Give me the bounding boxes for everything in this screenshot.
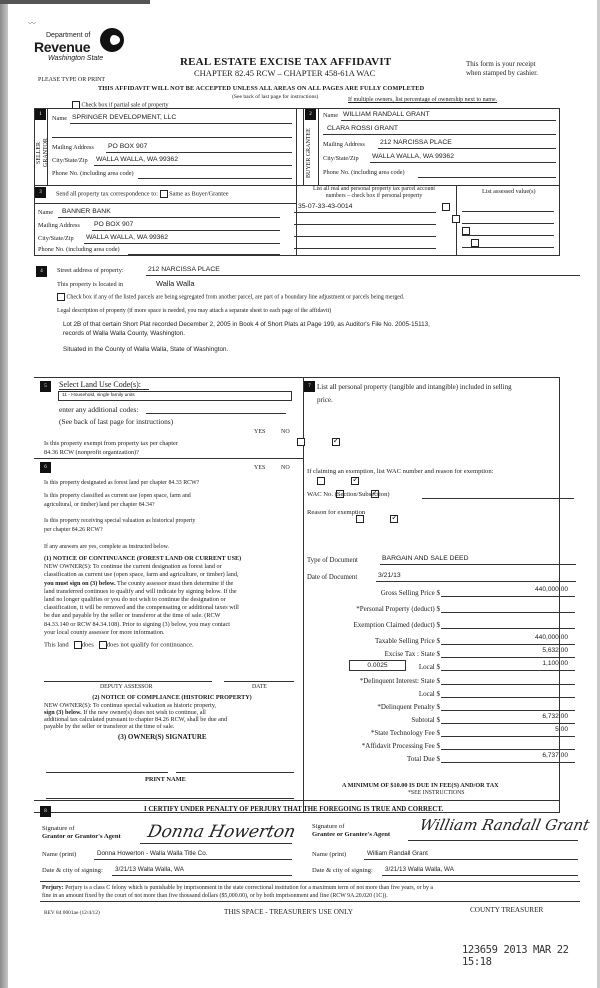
reason-label: Reason for exemption: [307, 509, 366, 516]
doc-date-label: Date of Document: [307, 574, 358, 581]
seller-phone-label: Phone No. (including area code): [52, 170, 134, 177]
tech-fee-value[interactable]: 5.00: [555, 726, 568, 733]
receipt-note-2: when stamped by cashier.: [466, 69, 538, 77]
assessed-value-4[interactable]: [462, 247, 554, 248]
receipt-note-1: This form is your receipt: [466, 60, 536, 68]
personal-property-label-2: price.: [317, 396, 333, 404]
corr-city[interactable]: WALLA WALLA, WA 99362: [86, 234, 168, 241]
local-rate-field[interactable]: 0.0025: [349, 660, 406, 671]
if-yes-note: If any answers are yes, complete as instructed below.: [44, 544, 169, 550]
exemption-label: If claiming an exemption, list WAC number and reason for exemption:: [307, 468, 494, 475]
corr-phone-label: Phone No. (including area code): [38, 246, 120, 253]
personal-property-deduct-label: *Personal Property (deduct) $: [356, 605, 440, 613]
corr-name-label: Name: [38, 209, 54, 216]
total-due-value[interactable]: 6,737.00: [542, 752, 568, 759]
form-subtitle: CHAPTER 82.45 RCW – CHAPTER 458-61A WAC: [194, 68, 376, 78]
processing-fee-field[interactable]: [441, 749, 575, 750]
delinquent-interest-state-label: *Delinquent Interest: State $: [359, 677, 440, 685]
excise-state-value[interactable]: 5,632.00: [542, 647, 568, 654]
corr-city-label: City/State/Zip: [38, 235, 74, 242]
seller-mailing[interactable]: PO BOX 907: [108, 143, 148, 150]
personal-property-deduct-field[interactable]: [441, 612, 575, 613]
reason-field[interactable]: [307, 520, 557, 550]
parcel-2-personal-checkbox[interactable]: [452, 215, 460, 223]
section-1-number: 1: [35, 109, 46, 120]
doc-date[interactable]: 3/21/13: [378, 572, 401, 579]
yes-header-6: YES: [254, 465, 266, 471]
grantor-signature[interactable]: Donna Howerton: [145, 822, 298, 842]
grantor-name-label: Name (print): [42, 851, 77, 858]
excise-state-label: Excise Tax : State $: [384, 650, 440, 658]
owner-signature-label: (3) OWNER(S) SIGNATURE: [118, 733, 207, 741]
historic-question-1: Is this property receiving special valuation as historical property: [44, 518, 196, 524]
multiple-owners-note: If multiple owners, list percentage of ownership next to name.: [348, 97, 498, 103]
current-use-question-1: Is this property classified as current use (open space, farm and: [44, 493, 191, 499]
buyer-grantee-label: BUYER GRANTEE: [306, 128, 312, 178]
taxable-price-value[interactable]: 440,000.00: [534, 634, 568, 641]
buyer-phone-label: Phone No. (including area code): [323, 169, 405, 176]
date-label: DATE: [252, 684, 267, 690]
buyer-mailing[interactable]: 212 NARCISSA PLACE: [380, 139, 452, 146]
notice-continuance: (1) NOTICE OF CONTINUANCE (FOREST LAND OR CURRENT USE) NEW OWNER(S): To continue the current designation as forest land or classification as current use (open space, farm and agriculture, or timber) land, you must sign on (3) below. The county assessor must then determine if the land transferred continues to qualify and will indicate by signing below. If the land no longer qualifies or you do not wish to continue the designation or classification, it will be removed and the compensating or additional taxes will be due and payable by the seller or transferor at the time of sale. (RCW 84.33.140 or RCW 84.34.108). Prior to signing (3) below, you may contact your local county assessor for more information.: [44, 555, 242, 636]
legal-line-2: records of Walla Walla County, Washington.: [63, 330, 186, 337]
no-header-6: NO: [281, 465, 290, 471]
seller-name[interactable]: SPRINGER DEVELOPMENT, LLC: [72, 114, 177, 121]
seller-city[interactable]: WALLA WALLA, WA 99362: [96, 156, 178, 163]
grantee-date-label: Date & city of signing:: [312, 867, 373, 874]
same-as-buyer-label: Same as Buyer/Grantee: [169, 190, 229, 198]
this-land-label: This land: [44, 641, 69, 649]
section-8-number: 8: [40, 806, 51, 817]
does-not-checkbox[interactable]: [99, 641, 107, 649]
section-5-number: 5: [40, 381, 51, 392]
please-type: PLEASE TYPE OR PRINT: [38, 77, 106, 83]
segregated-checkbox[interactable]: [57, 293, 65, 301]
section-7-number: 7: [304, 381, 315, 392]
parcel-header: List all real and personal property tax parcel account numbers – check box if personal property: [312, 186, 435, 199]
segregated-label: Check box if any of the listed parcels are being segregated from another parcel, are part of a boundary line adjustment or parcels being merged.: [66, 294, 405, 301]
grantee-signature-label: Signature of Grantee or Grantee's Agent: [312, 823, 391, 838]
wac-label: WAC No. (Section/Subsection): [307, 491, 390, 498]
agency-line2: Revenue: [34, 39, 91, 55]
street-label: Street address of property:: [57, 267, 124, 274]
owner-signature-line[interactable]: [46, 772, 168, 773]
bird-icon: 〰: [28, 19, 36, 28]
scan-edge-top: [0, 0, 150, 4]
partial-sale-label: Check box if partial sale of property: [81, 102, 169, 109]
grantee-name[interactable]: William Randall Grant: [367, 850, 428, 857]
parcel-number-2[interactable]: [294, 224, 436, 225]
print-name-label: PRINT NAME: [145, 776, 186, 783]
continuance-row: [44, 641, 194, 649]
additional-codes-label: enter any additional codes:: [59, 405, 139, 414]
subtotal-label: Subtotal $: [411, 716, 440, 724]
agency-line3: Washington State: [48, 55, 104, 62]
exemption-claimed-field[interactable]: [441, 628, 575, 629]
does-not-label: does not qualify for continuance.: [106, 641, 194, 649]
corr-mailing[interactable]: PO BOX 907: [94, 221, 134, 228]
buyer-name-label: Name: [323, 112, 339, 119]
seller-mailing-label: Mailing Address: [52, 144, 94, 151]
forest-question: Is this property designated as forest land per chapter 84.33 RCW?: [44, 480, 200, 486]
agency-line1: Department of: [46, 32, 91, 39]
assessor-date-field[interactable]: [224, 681, 294, 682]
buyer-phone-field[interactable]: [418, 177, 556, 178]
form-number: REV 84 0001ae (12/4/12): [44, 910, 100, 916]
grantee-name-label: Name (print): [312, 851, 347, 858]
exempt-question-1: Is this property exempt from property tax per chapter: [44, 440, 178, 447]
excise-local-value[interactable]: 1,100.00: [542, 660, 568, 667]
parcel-number-4[interactable]: [294, 248, 436, 249]
receipt-note: [466, 60, 538, 78]
treasurer-use-label: THIS SPACE - TREASURER'S USE ONLY: [224, 908, 353, 916]
send-correspondence-label: Send all property tax correspondence to:: [56, 190, 158, 198]
exempt-question-2: 84.36 RCW (nonprofit organization)?: [44, 449, 139, 456]
assessed-value-1[interactable]: [462, 211, 554, 212]
excise-local-label: Local $: [418, 663, 440, 671]
certify-statement: I CERTIFY UNDER PENALTY OF PERJURY THAT THE FOREGOING IS TRUE AND CORRECT.: [144, 806, 444, 813]
yes-header: YES: [254, 429, 266, 435]
grantor-date-city[interactable]: 3/21/13 Walla Walla, WA: [115, 866, 184, 873]
county-treasurer-label: COUNTY TREASURER: [470, 906, 544, 914]
subtotal-value[interactable]: 6,732.00: [542, 713, 568, 720]
located-label: This property is located in: [57, 281, 124, 288]
assessed-value-3[interactable]: [462, 235, 554, 236]
buyer-city[interactable]: WALLA WALLA, WA 99362: [372, 153, 454, 160]
seller-name2-line[interactable]: [52, 137, 292, 138]
located-value[interactable]: Walla Walla: [156, 279, 195, 288]
buyer-city-label: City/State/Zip: [323, 155, 359, 162]
section-3-number: 3: [35, 187, 46, 198]
land-use-select[interactable]: 11 - Household, single family units: [58, 391, 292, 401]
buyer-name2[interactable]: CLARA ROSSI GRANT: [327, 125, 399, 132]
buyer-mailing-label: Mailing Address: [323, 141, 365, 148]
delinquent-penalty-label: *Delinquent Penalty $: [377, 703, 440, 711]
grantee-signature[interactable]: William Randall Grant: [418, 816, 592, 834]
seller-city-label: City/State/Zip: [52, 157, 88, 164]
same-as-buyer-checkbox[interactable]: [160, 190, 168, 198]
legal-label: Legal description of property (if more space is needed, you may attach a separate sheet to each page of the affidavit): [57, 308, 332, 314]
seller-grantor-label: SELLER GRANTOR: [36, 138, 49, 168]
parcel-number-1[interactable]: 35-07-33-43-0014: [298, 203, 353, 210]
dor-logo: [28, 18, 128, 68]
scan-edge: [0, 0, 8, 988]
does-checkbox[interactable]: [74, 641, 82, 649]
legal-line-1: Lot 2B of that certain Short Plat recorded December 2, 2005 in Book 4 of Short Plats at Page 199, as Auditor's File No. 2005-15113,: [63, 321, 430, 328]
forest-yes-checkbox[interactable]: [317, 477, 325, 485]
tech-fee-label: *State Technology Fee $: [370, 729, 440, 737]
parcel-1-personal-checkbox[interactable]: [442, 203, 450, 211]
historic-question-2: per chapter 84.26 RCW?: [44, 527, 103, 533]
cashier-stamp: 123659 2013 MAR 22 15:18: [462, 944, 569, 968]
print-name-line[interactable]: [46, 798, 294, 799]
grantor-name[interactable]: Donna Howerton - Walla Walla Title Co.: [97, 850, 208, 857]
total-due-label: Total Due $: [407, 755, 440, 763]
minimum-note: A MINIMUM OF $10.00 IS DUE IN FEE(S) AND/OR TAX: [342, 782, 499, 789]
land-use-label: Select Land Use Code(s):: [59, 380, 141, 389]
exempt-yes-checkbox[interactable]: [297, 438, 305, 446]
notice-compliance: (2) NOTICE OF COMPLIANCE (HISTORIC PROPERTY) NEW OWNER(S): To continue special valuation as historic property, sign (3) below. If the new owner(s) does not wish to continue, all additional tax calculated pursuant to chapter 84.26 RCW, shall be due and payable by the seller or transferor at the time of sale.: [44, 694, 252, 731]
delinquent-penalty-field[interactable]: [441, 710, 575, 711]
doc-type-label: Type of Document: [307, 557, 358, 564]
corr-phone-field[interactable]: [128, 254, 280, 255]
gross-price-label: Gross Selling Price $: [380, 589, 440, 597]
assessed-value-2[interactable]: [462, 223, 554, 224]
buyer-name[interactable]: WILLIAM RANDALL GRANT: [343, 111, 430, 118]
corr-mailing-label: Mailing Address: [38, 222, 80, 229]
grantor-date-label: Date & city of signing:: [42, 867, 103, 874]
street-address[interactable]: 212 NARCISSA PLACE: [148, 266, 220, 273]
seller-name-label: Name: [52, 115, 68, 122]
section5-see-back: (See back of last page for instructions): [59, 417, 174, 426]
no-header: NO: [281, 429, 290, 435]
does-label: does: [81, 641, 94, 649]
deputy-assessor-signature[interactable]: [44, 681, 212, 682]
delinquent-interest-local-field[interactable]: [441, 697, 575, 698]
send-correspondence-row: [56, 190, 229, 198]
additional-codes-field[interactable]: [146, 413, 286, 414]
current-use-question-2: agricultural, or timber) land per chapter 84.34?: [44, 502, 155, 508]
processing-fee-label: *Affidavit Processing Fee $: [361, 742, 440, 750]
gross-price-value[interactable]: 440,000.00: [534, 586, 568, 593]
grantor-signature-label: Signature of Grantor or Grantor's Agent: [42, 825, 121, 840]
corr-name[interactable]: BANNER BANK: [62, 208, 111, 215]
personal-property-area[interactable]: [310, 405, 556, 460]
legal-line-3: Situated in the County of Walla Walla, State of Washington.: [63, 346, 229, 353]
delinquent-interest-local-label: Local $: [418, 690, 440, 698]
wac-field[interactable]: [422, 498, 574, 499]
warning: THIS AFFIDAVIT WILL NOT BE ACCEPTED UNLESS ALL AREAS ON ALL PAGES ARE FULLY COMPLETED: [98, 85, 425, 92]
perjury-notice: Perjury: Perjury is a class C felony which is punishable by imprisonment in the state correctional institution for a maximum term of not more than five years, or by a fine in an amount fixed by the court of not more than five thousand dollars ($5,000.00), or by both imprisonment and fine (RCW 9A.20.020 (1C)).: [42, 885, 433, 899]
exemption-claimed-label: Exemption Claimed (deduct) $: [353, 621, 440, 629]
form-title: REAL ESTATE EXCISE TAX AFFIDAVIT: [180, 56, 392, 68]
section-2-number: 2: [305, 109, 316, 120]
taxable-price-label: Taxable Selling Price $: [374, 637, 440, 645]
parcel-number-3[interactable]: [294, 236, 436, 237]
swirl-logo-icon: [100, 28, 124, 52]
see-instructions: *SEE INSTRUCTIONS: [408, 790, 465, 796]
deputy-assessor-label: DEPUTY ASSESSOR: [100, 684, 153, 690]
seller-phone-field[interactable]: [138, 178, 292, 179]
delinquent-interest-state-field[interactable]: [441, 684, 575, 685]
doc-type[interactable]: BARGAIN AND SALE DEED: [382, 555, 469, 562]
personal-property-label-1: List all personal property (tangible and intangible) included in selling: [317, 383, 512, 391]
section-6-number: 6: [40, 462, 51, 473]
forest-no-checkbox[interactable]: [351, 477, 359, 485]
section-4-number: 4: [36, 266, 47, 277]
assessed-header: List assessed value(s): [482, 188, 536, 195]
see-back: (See back of last page for instructions): [232, 94, 319, 100]
grantee-date-city[interactable]: 3/21/13 Walla Walla, WA: [385, 866, 454, 873]
segregated-row: [57, 293, 404, 301]
